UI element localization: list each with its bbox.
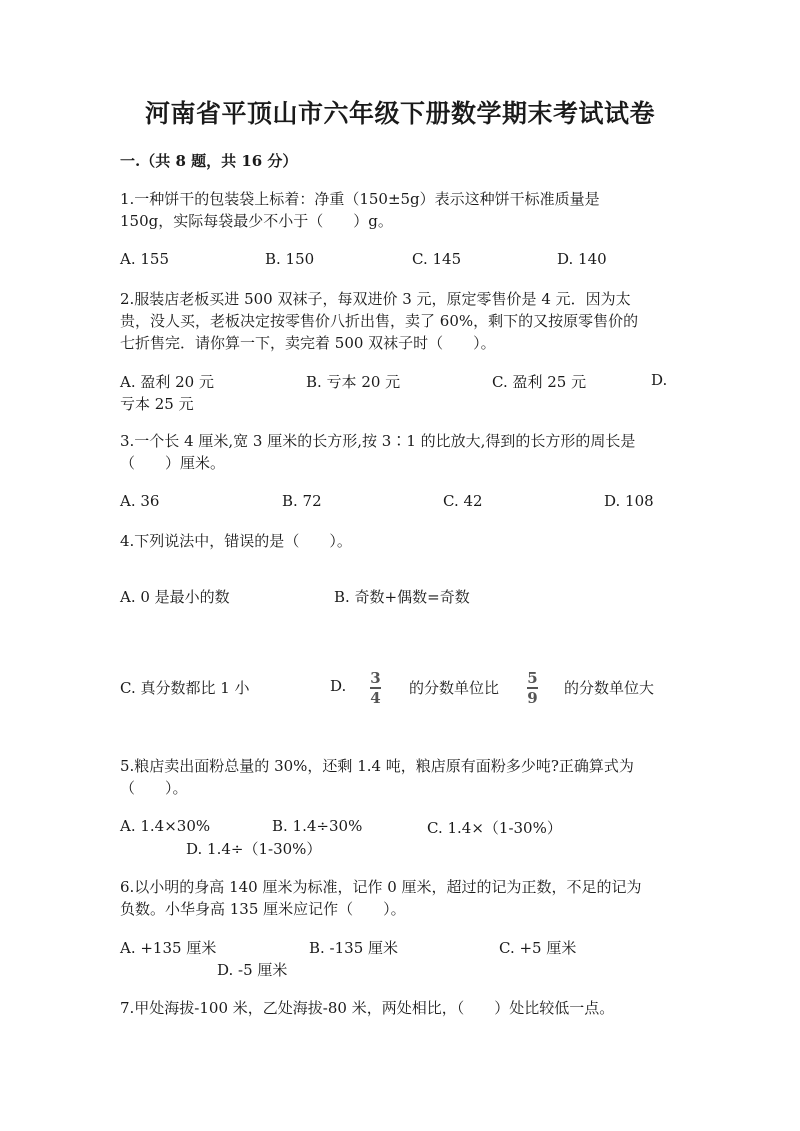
fraction-denominator: 9 [527,688,538,707]
question-6-option-c: C. +5 厘米 [499,939,577,957]
question-3-line-1: 3.一个长 4 厘米,宽 3 厘米的长方形,按 3∶1 的比放大,得到的长方形的周长是 [120,432,636,450]
question-6-option-a: A. +135 厘米 [120,939,217,957]
question-5-option-a: A. 1.4×30% [120,817,211,835]
question-6-line-2: 负数。小华身高 135 厘米应记作（ ）。 [120,900,406,918]
question-4-option-d-middle: 的分数单位比 [409,679,500,697]
question-2-option-d: D. [651,371,668,389]
question-5-option-d: D. 1.4÷（1-30%） [186,840,322,858]
question-6-option-b: B. -135 厘米 [309,939,399,957]
question-5-option-c: C. 1.4×（1-30%） [427,819,562,837]
question-3-option-c: C. 42 [443,492,483,510]
question-5-line-1: 5.粮店卖出面粉总量的 30%，还剩 1.4 吨，粮店原有面粉多少吨?正确算式为 [120,757,634,775]
question-6-line-1: 6.以小明的身高 140 厘米为标准，记作 0 厘米，超过的记为正数，不足的记为 [120,878,642,896]
question-4-line-1: 4.下列说法中，错误的是（ ）。 [120,532,352,550]
question-4-option-b: B. 奇数+偶数=奇数 [334,588,470,606]
question-1-option-c: C. 145 [412,250,462,268]
fraction-numerator: 3 [370,669,381,687]
question-3-option-a: A. 36 [120,492,160,510]
question-5-line-2: （ ）。 [120,779,188,797]
fraction-denominator: 4 [370,688,381,707]
question-2-option-c: C. 盈利 25 元 [492,373,587,391]
section-heading: 一.（共 8 题，共 16 分） [120,152,298,170]
question-4-option-d: D. [330,677,347,695]
question-3-line-2: （ ）厘米。 [120,454,226,472]
question-1-line-2: 150g，实际每袋最少不小于（ ）g。 [120,212,393,230]
page-title: 河南省平顶山市六年级下册数学期末考试试卷 [144,99,655,128]
question-2-line-3: 七折售完．请你算一下，卖完着 500 双袜子时（ ）。 [120,334,496,352]
question-4-option-c: C. 真分数都比 1 小 [120,679,250,697]
question-6-option-d: D. -5 厘米 [217,961,288,979]
question-3-option-d: D. 108 [604,492,654,510]
question-1-option-d: D. 140 [557,250,607,268]
fraction-three-quarters [370,670,381,706]
question-1-option-a: A. 155 [120,250,169,268]
question-2-line-2: 贵，没人买，老板决定按零售价八折出售，卖了 60%，剩下的又按原零售价的 [120,312,639,330]
question-1-line-1: 1.一种饼干的包装袋上标着：净重（150±5g）表示这种饼干标准质量是 [120,190,600,208]
question-2-option-b: B. 亏本 20 元 [306,373,401,391]
question-4-option-d-end: 的分数单位大 [564,679,655,697]
question-3-option-b: B. 72 [282,492,322,510]
question-2-option-d-text: 亏本 25 元 [120,395,194,413]
question-1-option-b: B. 150 [265,250,315,268]
question-4-option-a: A. 0 是最小的数 [120,588,230,606]
question-2-option-a: A. 盈利 20 元 [120,373,214,391]
question-7-line-1: 7.甲处海拔-100 米，乙处海拔-80 米，两处相比，（ ）处比较低一点。 [120,999,615,1017]
question-5-option-b: B. 1.4÷30% [272,817,363,835]
question-2-line-1: 2.服装店老板买进 500 双袜子，每双进价 3 元，原定零售价是 4 元．因为太 [120,290,631,308]
fraction-numerator: 5 [527,669,538,687]
fraction-five-ninths [527,670,538,706]
